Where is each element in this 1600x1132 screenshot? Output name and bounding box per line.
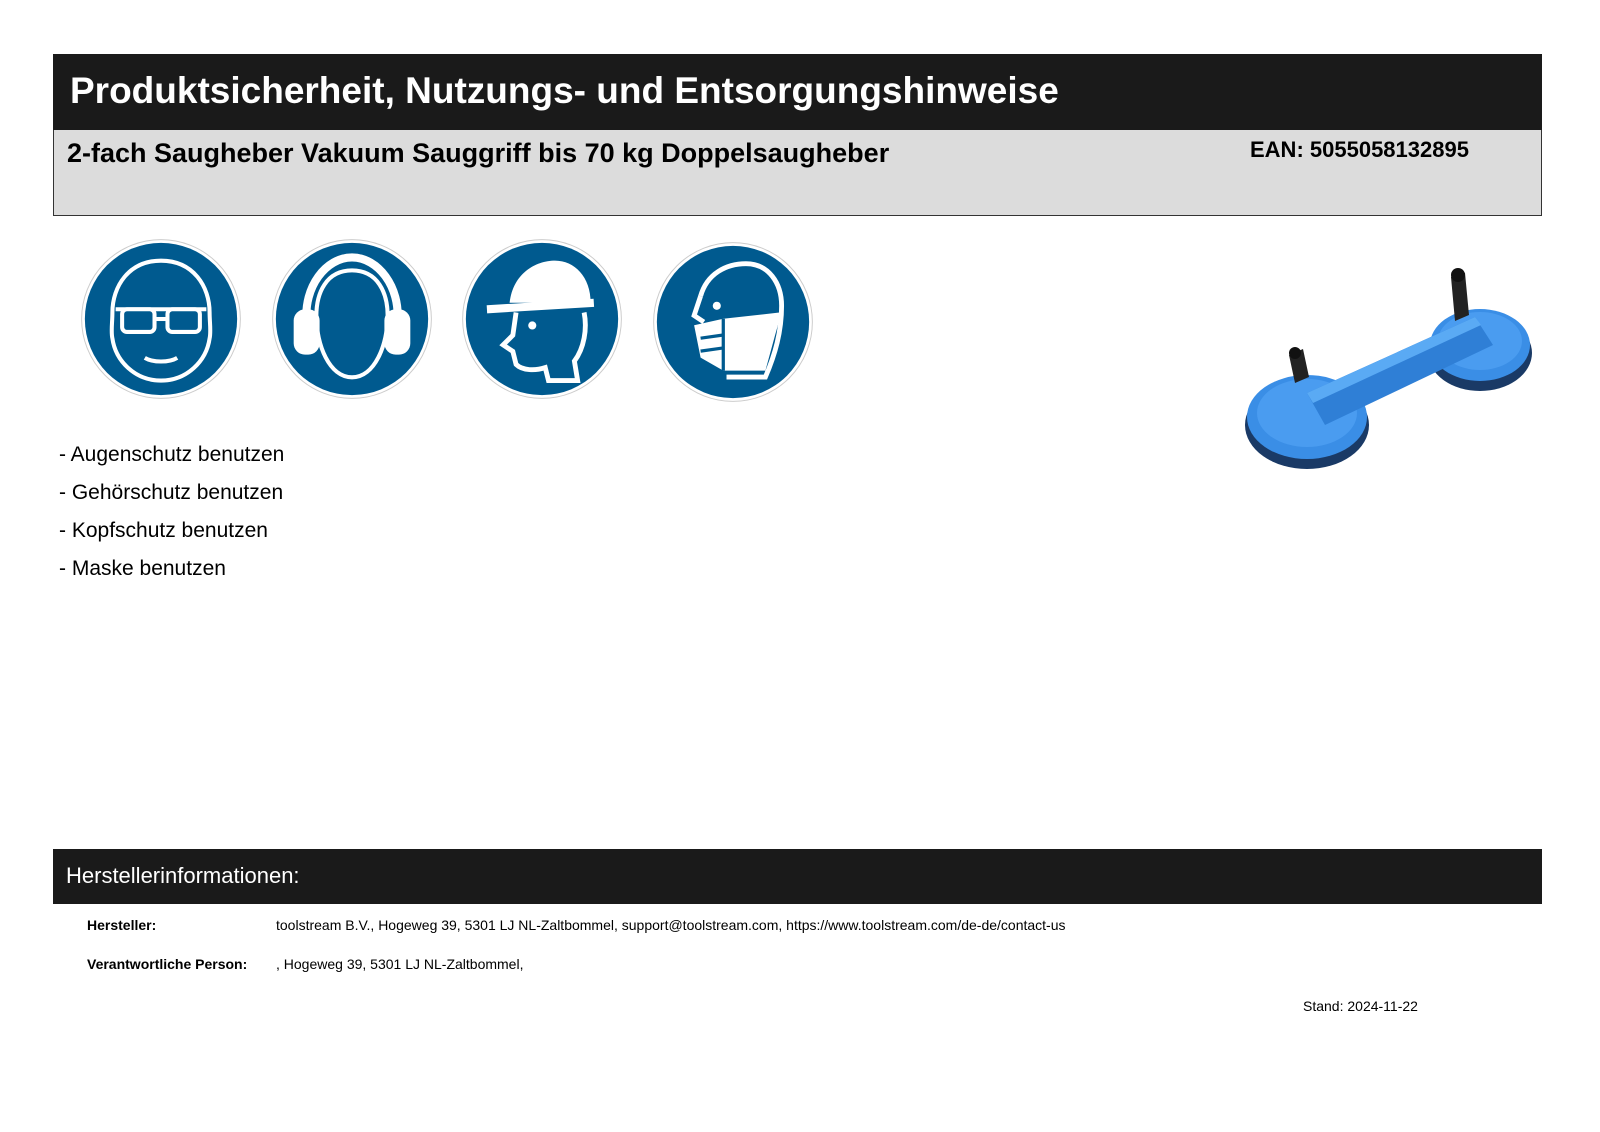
product-bar — [53, 130, 1542, 216]
manufacturer-heading: Herstellerinformationen: — [66, 863, 300, 888]
title-bar — [53, 54, 1542, 130]
safety-instructions — [59, 436, 284, 588]
head-protection-icon — [461, 238, 623, 400]
list-item: - Gehörschutz benutzen — [59, 481, 284, 504]
mask-icon — [652, 241, 814, 403]
eye-protection-icon — [80, 238, 242, 400]
manufacturer-bar — [53, 849, 1542, 904]
list-item: - Kopfschutz benutzen — [59, 519, 268, 542]
responsible-value: , Hogeweg 39, 5301 LJ NL-Zaltbommel, — [276, 956, 524, 972]
product-image — [1245, 265, 1540, 485]
manufacturer-value: toolstream B.V., Hogeweg 39, 5301 LJ NL-Zaltbommel, support@toolstream.com, https://www.toolstream.com/de-de/contact-us — [276, 917, 1066, 933]
ear-protection-icon — [271, 238, 433, 400]
page-title: Produktsicherheit, Nutzungs- und Entsorgungshinweise — [70, 70, 1059, 111]
ean-code: EAN: 5055058132895 — [1250, 137, 1469, 162]
list-item: - Maske benutzen — [59, 557, 226, 580]
product-name: 2-fach Saugheber Vakuum Sauggriff bis 70 kg Doppelsaugheber — [67, 138, 890, 168]
stand-date: Stand: 2024-11-22 — [1303, 998, 1418, 1014]
manufacturer-label: Hersteller: — [87, 917, 157, 933]
list-item: - Augenschutz benutzen — [59, 443, 285, 466]
responsible-label: Verantwortliche Person: — [87, 956, 248, 972]
